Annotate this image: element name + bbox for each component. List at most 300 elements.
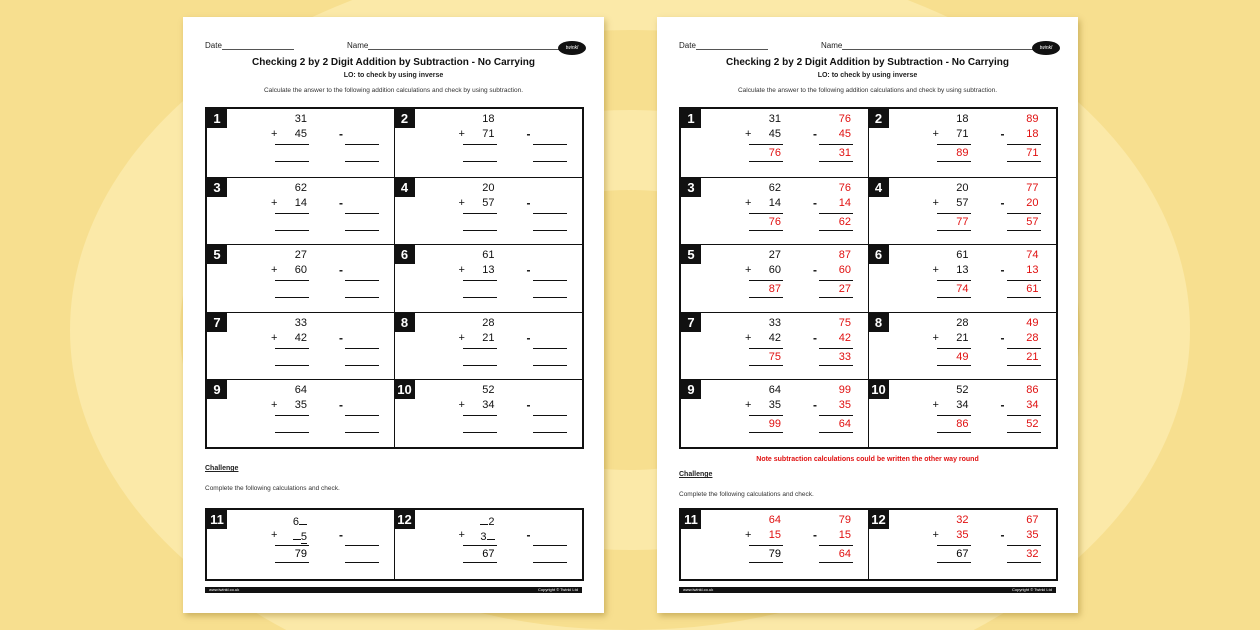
sum-answer: 77 bbox=[956, 215, 969, 228]
addend-top bbox=[277, 514, 307, 528]
answer-line bbox=[345, 144, 379, 145]
addend-bottom: 60 bbox=[768, 264, 781, 277]
answer-line bbox=[1007, 297, 1041, 298]
answer-line bbox=[749, 280, 783, 281]
minus-sign: - bbox=[813, 195, 817, 210]
minus-sign: - bbox=[339, 195, 343, 210]
answer-line bbox=[937, 230, 971, 231]
answer-line bbox=[1007, 230, 1041, 231]
difference-answer: 27 bbox=[838, 283, 851, 296]
answer-line bbox=[533, 230, 567, 231]
answer-line bbox=[463, 545, 497, 546]
challenge-grid bbox=[205, 508, 584, 581]
subtraction-top: 74 bbox=[1026, 249, 1039, 262]
addend-bottom: 35 bbox=[294, 399, 307, 412]
problem-cell bbox=[395, 109, 583, 177]
subtraction-bottom: 35 bbox=[1026, 529, 1039, 541]
difference-answer: 61 bbox=[1026, 283, 1039, 296]
sum-given: 79 bbox=[294, 548, 307, 560]
worksheet-questions bbox=[183, 17, 604, 613]
addend-bottom: 21 bbox=[482, 331, 495, 344]
answer-line bbox=[819, 432, 853, 433]
minus-sign: - bbox=[339, 330, 343, 345]
worksheet-answers bbox=[657, 17, 1078, 613]
minus-sign: - bbox=[813, 127, 817, 141]
addend-bottom: 14 bbox=[768, 196, 781, 209]
answer-line bbox=[819, 144, 853, 145]
instructions: Calculate the answer to the following addition calculations and check by using subtraction. bbox=[263, 87, 524, 94]
plus-sign: + bbox=[932, 128, 939, 140]
worksheet-title: Checking 2 by 2 Digit Addition by Subtraction - No Carrying bbox=[726, 57, 1009, 68]
answer-line bbox=[749, 348, 783, 349]
blank-digit bbox=[293, 529, 301, 540]
challenge-cell bbox=[207, 510, 395, 579]
footer-copyright: Copyright © Twinkl Ltd bbox=[537, 587, 578, 592]
plus-sign: + bbox=[745, 264, 752, 277]
problem-number: 1 bbox=[681, 109, 701, 128]
minus-sign: - bbox=[339, 528, 343, 542]
plus-sign: + bbox=[271, 196, 278, 209]
problem-cell bbox=[207, 109, 395, 177]
worksheet-title: Checking 2 by 2 Digit Addition by Subtraction - No Carrying bbox=[252, 57, 535, 68]
blank-digit bbox=[299, 514, 307, 525]
challenge-cell bbox=[395, 510, 583, 579]
problem-cell bbox=[395, 177, 583, 245]
subtraction-bottom: 18 bbox=[1026, 128, 1039, 140]
answer-line bbox=[463, 415, 497, 416]
minus-sign: - bbox=[813, 263, 817, 278]
plus-sign: + bbox=[458, 399, 465, 412]
challenge-instructions: Complete the following calculations and check. bbox=[205, 485, 340, 492]
problem-number: 10 bbox=[869, 380, 889, 399]
answer-line bbox=[345, 432, 379, 433]
answer-line bbox=[819, 562, 853, 563]
answer-line bbox=[463, 280, 497, 281]
date-label: Date bbox=[679, 41, 696, 50]
blank-digit bbox=[487, 529, 495, 540]
addend-top: 64 bbox=[768, 514, 781, 526]
sum-answer: 76 bbox=[768, 147, 781, 159]
answer-line bbox=[533, 297, 567, 298]
difference-answer: 33 bbox=[838, 350, 851, 363]
addend-bottom bbox=[277, 529, 307, 544]
answer-line bbox=[749, 230, 783, 231]
subtraction-top: 99 bbox=[838, 384, 851, 397]
answer-line bbox=[1007, 415, 1041, 416]
date-label: Date bbox=[205, 41, 222, 50]
answer-line bbox=[463, 230, 497, 231]
name-line bbox=[368, 41, 570, 50]
problem-cell bbox=[869, 109, 1057, 177]
addend-bottom: 15 bbox=[768, 529, 781, 541]
plus-sign: + bbox=[271, 331, 278, 344]
answer-line bbox=[819, 280, 853, 281]
subtraction-bottom: 45 bbox=[838, 128, 851, 140]
answer-line bbox=[533, 415, 567, 416]
addend-top: 31 bbox=[294, 113, 307, 125]
answer-line bbox=[345, 415, 379, 416]
answer-line bbox=[819, 161, 853, 162]
difference-answer: 71 bbox=[1026, 147, 1039, 159]
plus-sign: + bbox=[745, 399, 752, 412]
problem-number: 4 bbox=[395, 178, 415, 197]
minus-sign: - bbox=[339, 398, 343, 413]
sum-answer: 74 bbox=[956, 283, 969, 296]
addend-top: 52 bbox=[956, 384, 969, 397]
plus-sign: + bbox=[271, 529, 278, 541]
answer-line bbox=[275, 213, 309, 214]
problem-cell bbox=[207, 312, 395, 380]
answer-line bbox=[275, 297, 309, 298]
problem-number: 1 bbox=[207, 109, 227, 128]
answer-line bbox=[275, 348, 309, 349]
answer-line bbox=[533, 280, 567, 281]
answer-line bbox=[275, 562, 309, 563]
answer-line bbox=[1007, 432, 1041, 433]
answer-line bbox=[937, 213, 971, 214]
addend-top bbox=[465, 514, 495, 528]
answer-line bbox=[1007, 545, 1041, 546]
answer-line bbox=[275, 230, 309, 231]
plus-sign: + bbox=[932, 529, 939, 541]
answer-line bbox=[1007, 280, 1041, 281]
answer-line bbox=[937, 297, 971, 298]
subtraction-bottom: 13 bbox=[1026, 264, 1039, 277]
answer-line bbox=[533, 365, 567, 366]
problem-cell bbox=[207, 177, 395, 245]
problem-cell bbox=[869, 312, 1057, 380]
plus-sign: + bbox=[458, 331, 465, 344]
answer-line bbox=[345, 161, 379, 162]
problem-number: 7 bbox=[681, 313, 701, 332]
sum-answer: 89 bbox=[956, 147, 969, 159]
subtraction-bottom: 60 bbox=[838, 264, 851, 277]
challenge-instructions: Complete the following calculations and check. bbox=[679, 491, 814, 498]
difference-answer: 64 bbox=[838, 548, 851, 560]
addend-top: 28 bbox=[482, 316, 495, 329]
answer-line bbox=[937, 161, 971, 162]
addend-top: 33 bbox=[294, 316, 307, 329]
answer-line bbox=[819, 213, 853, 214]
answer-line bbox=[1007, 213, 1041, 214]
answer-line bbox=[345, 280, 379, 281]
answer-line bbox=[819, 545, 853, 546]
subtraction-bottom: 42 bbox=[838, 331, 851, 344]
addend-top: 64 bbox=[294, 384, 307, 397]
challenge-title: Challenge bbox=[679, 471, 713, 478]
answer-line bbox=[345, 545, 379, 546]
subtraction-bottom: 14 bbox=[838, 196, 851, 209]
answer-line bbox=[345, 365, 379, 366]
given-digit: 3 bbox=[480, 531, 487, 543]
plus-sign: + bbox=[745, 196, 752, 209]
plus-sign: + bbox=[458, 196, 465, 209]
addend-top: 27 bbox=[768, 249, 781, 262]
subtraction-top: 87 bbox=[838, 249, 851, 262]
subtraction-top: 75 bbox=[838, 316, 851, 329]
date-line bbox=[222, 41, 294, 50]
problem-cell bbox=[869, 244, 1057, 312]
plus-sign: + bbox=[458, 264, 465, 277]
minus-sign: - bbox=[526, 330, 531, 345]
answer-line bbox=[819, 230, 853, 231]
footer-url: www.twinkl.co.uk bbox=[209, 587, 240, 592]
problem-number: 9 bbox=[207, 380, 227, 399]
answer-line bbox=[345, 348, 379, 349]
answer-line bbox=[463, 348, 497, 349]
name-label: Name bbox=[821, 41, 843, 50]
problem-cell bbox=[395, 244, 583, 312]
answer-line bbox=[463, 562, 497, 563]
addend-bottom: 34 bbox=[482, 399, 495, 412]
addend-bottom: 71 bbox=[956, 128, 969, 140]
addend-bottom: 21 bbox=[956, 331, 969, 344]
plus-sign: + bbox=[932, 196, 939, 209]
problem-cell bbox=[207, 244, 395, 312]
subtraction-top: 89 bbox=[1026, 113, 1039, 125]
problem-number: 11 bbox=[681, 510, 701, 529]
problem-number: 3 bbox=[681, 178, 701, 197]
problem-number: 11 bbox=[207, 510, 227, 529]
sum-given: 67 bbox=[956, 548, 969, 560]
sum-answer: 49 bbox=[956, 350, 969, 363]
addend-top: 52 bbox=[482, 384, 495, 397]
problem-cell bbox=[681, 379, 869, 447]
answer-line bbox=[749, 415, 783, 416]
addend-bottom: 35 bbox=[768, 399, 781, 412]
addend-bottom: 34 bbox=[956, 399, 969, 412]
answer-line bbox=[533, 144, 567, 145]
addend-top: 20 bbox=[482, 181, 495, 194]
difference-answer: 64 bbox=[838, 418, 851, 431]
minus-sign: - bbox=[1000, 263, 1005, 278]
minus-sign: - bbox=[813, 528, 817, 542]
difference-answer: 62 bbox=[838, 215, 851, 228]
subtraction-top: 49 bbox=[1026, 316, 1039, 329]
difference-answer: 31 bbox=[838, 147, 851, 159]
answer-line bbox=[463, 144, 497, 145]
problem-cell bbox=[395, 312, 583, 380]
plus-sign: + bbox=[458, 128, 465, 140]
answer-line bbox=[463, 297, 497, 298]
addend-bottom: 35 bbox=[956, 529, 969, 541]
addend-top: 18 bbox=[482, 113, 495, 125]
subtraction-top: 67 bbox=[1026, 514, 1039, 526]
answer-line bbox=[275, 365, 309, 366]
answer-line bbox=[937, 348, 971, 349]
answer-line bbox=[533, 562, 567, 563]
problem-number: 2 bbox=[395, 109, 415, 128]
given-digit: 5 bbox=[300, 531, 307, 543]
answer-line bbox=[533, 545, 567, 546]
minus-sign: - bbox=[1000, 195, 1005, 210]
answer-line bbox=[463, 432, 497, 433]
answer-line bbox=[275, 280, 309, 281]
answer-line bbox=[819, 365, 853, 366]
addend-top: 64 bbox=[768, 384, 781, 397]
answer-line bbox=[275, 161, 309, 162]
subtraction-bottom: 34 bbox=[1026, 399, 1039, 412]
answer-line bbox=[463, 213, 497, 214]
problem-cell bbox=[681, 244, 869, 312]
learning-objective: LO: to check by using inverse bbox=[343, 72, 444, 79]
problem-number: 8 bbox=[395, 313, 415, 332]
difference-answer: 57 bbox=[1026, 215, 1039, 228]
minus-sign: - bbox=[526, 263, 531, 278]
plus-sign: + bbox=[932, 399, 939, 412]
twinkl-logo: twinkl bbox=[558, 41, 586, 55]
name-line bbox=[842, 41, 1044, 50]
answer-line bbox=[345, 562, 379, 563]
answer-line bbox=[819, 297, 853, 298]
date-line bbox=[696, 41, 768, 50]
twinkl-logo: twinkl bbox=[1032, 41, 1060, 55]
problem-number: 12 bbox=[395, 510, 415, 529]
addend-top: 27 bbox=[294, 249, 307, 262]
answer-line bbox=[1007, 348, 1041, 349]
problem-number: 7 bbox=[207, 313, 227, 332]
difference-answer: 21 bbox=[1026, 350, 1039, 363]
subtraction-top: 76 bbox=[838, 181, 851, 194]
subtraction-bottom: 20 bbox=[1026, 196, 1039, 209]
addend-bottom: 71 bbox=[482, 128, 495, 140]
problem-number: 3 bbox=[207, 178, 227, 197]
subtraction-top: 79 bbox=[838, 514, 851, 526]
minus-sign: - bbox=[339, 263, 343, 278]
difference-answer: 32 bbox=[1026, 548, 1039, 560]
subtraction-top: 77 bbox=[1026, 181, 1039, 194]
answer-line bbox=[937, 415, 971, 416]
answer-line bbox=[937, 365, 971, 366]
addend-top: 33 bbox=[768, 316, 781, 329]
answer-line bbox=[275, 545, 309, 546]
answer-line bbox=[749, 144, 783, 145]
minus-sign: - bbox=[339, 127, 343, 141]
problem-grid bbox=[205, 107, 584, 449]
answer-line bbox=[533, 348, 567, 349]
header-fields bbox=[205, 41, 582, 55]
problem-number: 4 bbox=[869, 178, 889, 197]
addend-bottom: 13 bbox=[956, 264, 969, 277]
addend-bottom bbox=[465, 529, 495, 543]
plus-sign: + bbox=[745, 331, 752, 344]
answer-line bbox=[749, 562, 783, 563]
problem-cell bbox=[869, 379, 1057, 447]
subtraction-bottom: 28 bbox=[1026, 331, 1039, 344]
problem-number: 10 bbox=[395, 380, 415, 399]
minus-sign: - bbox=[1000, 528, 1005, 542]
answer-line bbox=[533, 432, 567, 433]
answer-line bbox=[275, 415, 309, 416]
problem-number: 6 bbox=[869, 245, 889, 264]
answer-line bbox=[1007, 365, 1041, 366]
challenge-grid bbox=[679, 508, 1058, 581]
sum-answer: 87 bbox=[768, 283, 781, 296]
addend-bottom: 45 bbox=[294, 128, 307, 140]
name-label: Name bbox=[347, 41, 369, 50]
problem-number: 9 bbox=[681, 380, 701, 399]
footer-copyright: Copyright © Twinkl Ltd bbox=[1011, 587, 1052, 592]
instructions: Calculate the answer to the following addition calculations and check by using subtraction. bbox=[737, 87, 998, 94]
addend-bottom: 42 bbox=[294, 331, 307, 344]
answer-line bbox=[937, 432, 971, 433]
addend-top: 62 bbox=[294, 181, 307, 194]
problem-number: 2 bbox=[869, 109, 889, 128]
answer-line bbox=[463, 365, 497, 366]
subtraction-bottom: 15 bbox=[838, 529, 851, 541]
problem-cell bbox=[869, 177, 1057, 245]
problem-cell bbox=[395, 379, 583, 447]
answer-line bbox=[345, 213, 379, 214]
answer-line bbox=[937, 144, 971, 145]
answer-line bbox=[749, 161, 783, 162]
plus-sign: + bbox=[745, 529, 752, 541]
minus-sign: - bbox=[1000, 127, 1005, 141]
minus-sign: - bbox=[526, 398, 531, 413]
problem-cell bbox=[681, 109, 869, 177]
addend-top: 62 bbox=[768, 181, 781, 194]
sum-answer: 76 bbox=[768, 215, 781, 228]
challenge-cell bbox=[869, 510, 1057, 579]
problem-cell bbox=[681, 312, 869, 380]
subtraction-bottom: 35 bbox=[838, 399, 851, 412]
answer-line bbox=[749, 365, 783, 366]
answer-line bbox=[937, 280, 971, 281]
problem-number: 5 bbox=[207, 245, 227, 264]
answer-line bbox=[937, 545, 971, 546]
addend-top: 28 bbox=[956, 316, 969, 329]
minus-sign: - bbox=[526, 195, 531, 210]
sum-given: 67 bbox=[482, 548, 495, 560]
subtraction-top: 86 bbox=[1026, 384, 1039, 397]
answer-note: Note subtraction calculations could be written the other way round bbox=[756, 456, 979, 463]
addend-bottom: 14 bbox=[294, 196, 307, 209]
addend-bottom: 13 bbox=[482, 264, 495, 277]
answer-line bbox=[749, 297, 783, 298]
answer-line bbox=[275, 144, 309, 145]
learning-objective: LO: to check by using inverse bbox=[817, 72, 918, 79]
addend-top: 61 bbox=[482, 249, 495, 262]
problem-number: 8 bbox=[869, 313, 889, 332]
answer-line bbox=[1007, 161, 1041, 162]
minus-sign: - bbox=[526, 127, 531, 141]
answer-line bbox=[533, 213, 567, 214]
problem-grid bbox=[679, 107, 1058, 449]
addend-bottom: 45 bbox=[768, 128, 781, 140]
sum-answer: 99 bbox=[768, 418, 781, 431]
challenge-title: Challenge bbox=[205, 465, 239, 472]
subtraction-top: 76 bbox=[838, 113, 851, 125]
answer-line bbox=[749, 545, 783, 546]
addend-bottom: 57 bbox=[956, 196, 969, 209]
answer-line bbox=[819, 415, 853, 416]
problem-number: 6 bbox=[395, 245, 415, 264]
plus-sign: + bbox=[271, 128, 278, 140]
answer-line bbox=[937, 562, 971, 563]
sum-answer: 75 bbox=[768, 350, 781, 363]
answer-line bbox=[345, 230, 379, 231]
plus-sign: + bbox=[932, 264, 939, 277]
plus-sign: + bbox=[271, 264, 278, 277]
challenge-cell bbox=[681, 510, 869, 579]
addend-bottom: 42 bbox=[768, 331, 781, 344]
addend-bottom: 57 bbox=[482, 196, 495, 209]
answer-line bbox=[749, 432, 783, 433]
addend-top: 32 bbox=[956, 514, 969, 526]
problem-number: 12 bbox=[869, 510, 889, 529]
problem-cell bbox=[207, 379, 395, 447]
plus-sign: + bbox=[458, 529, 465, 541]
